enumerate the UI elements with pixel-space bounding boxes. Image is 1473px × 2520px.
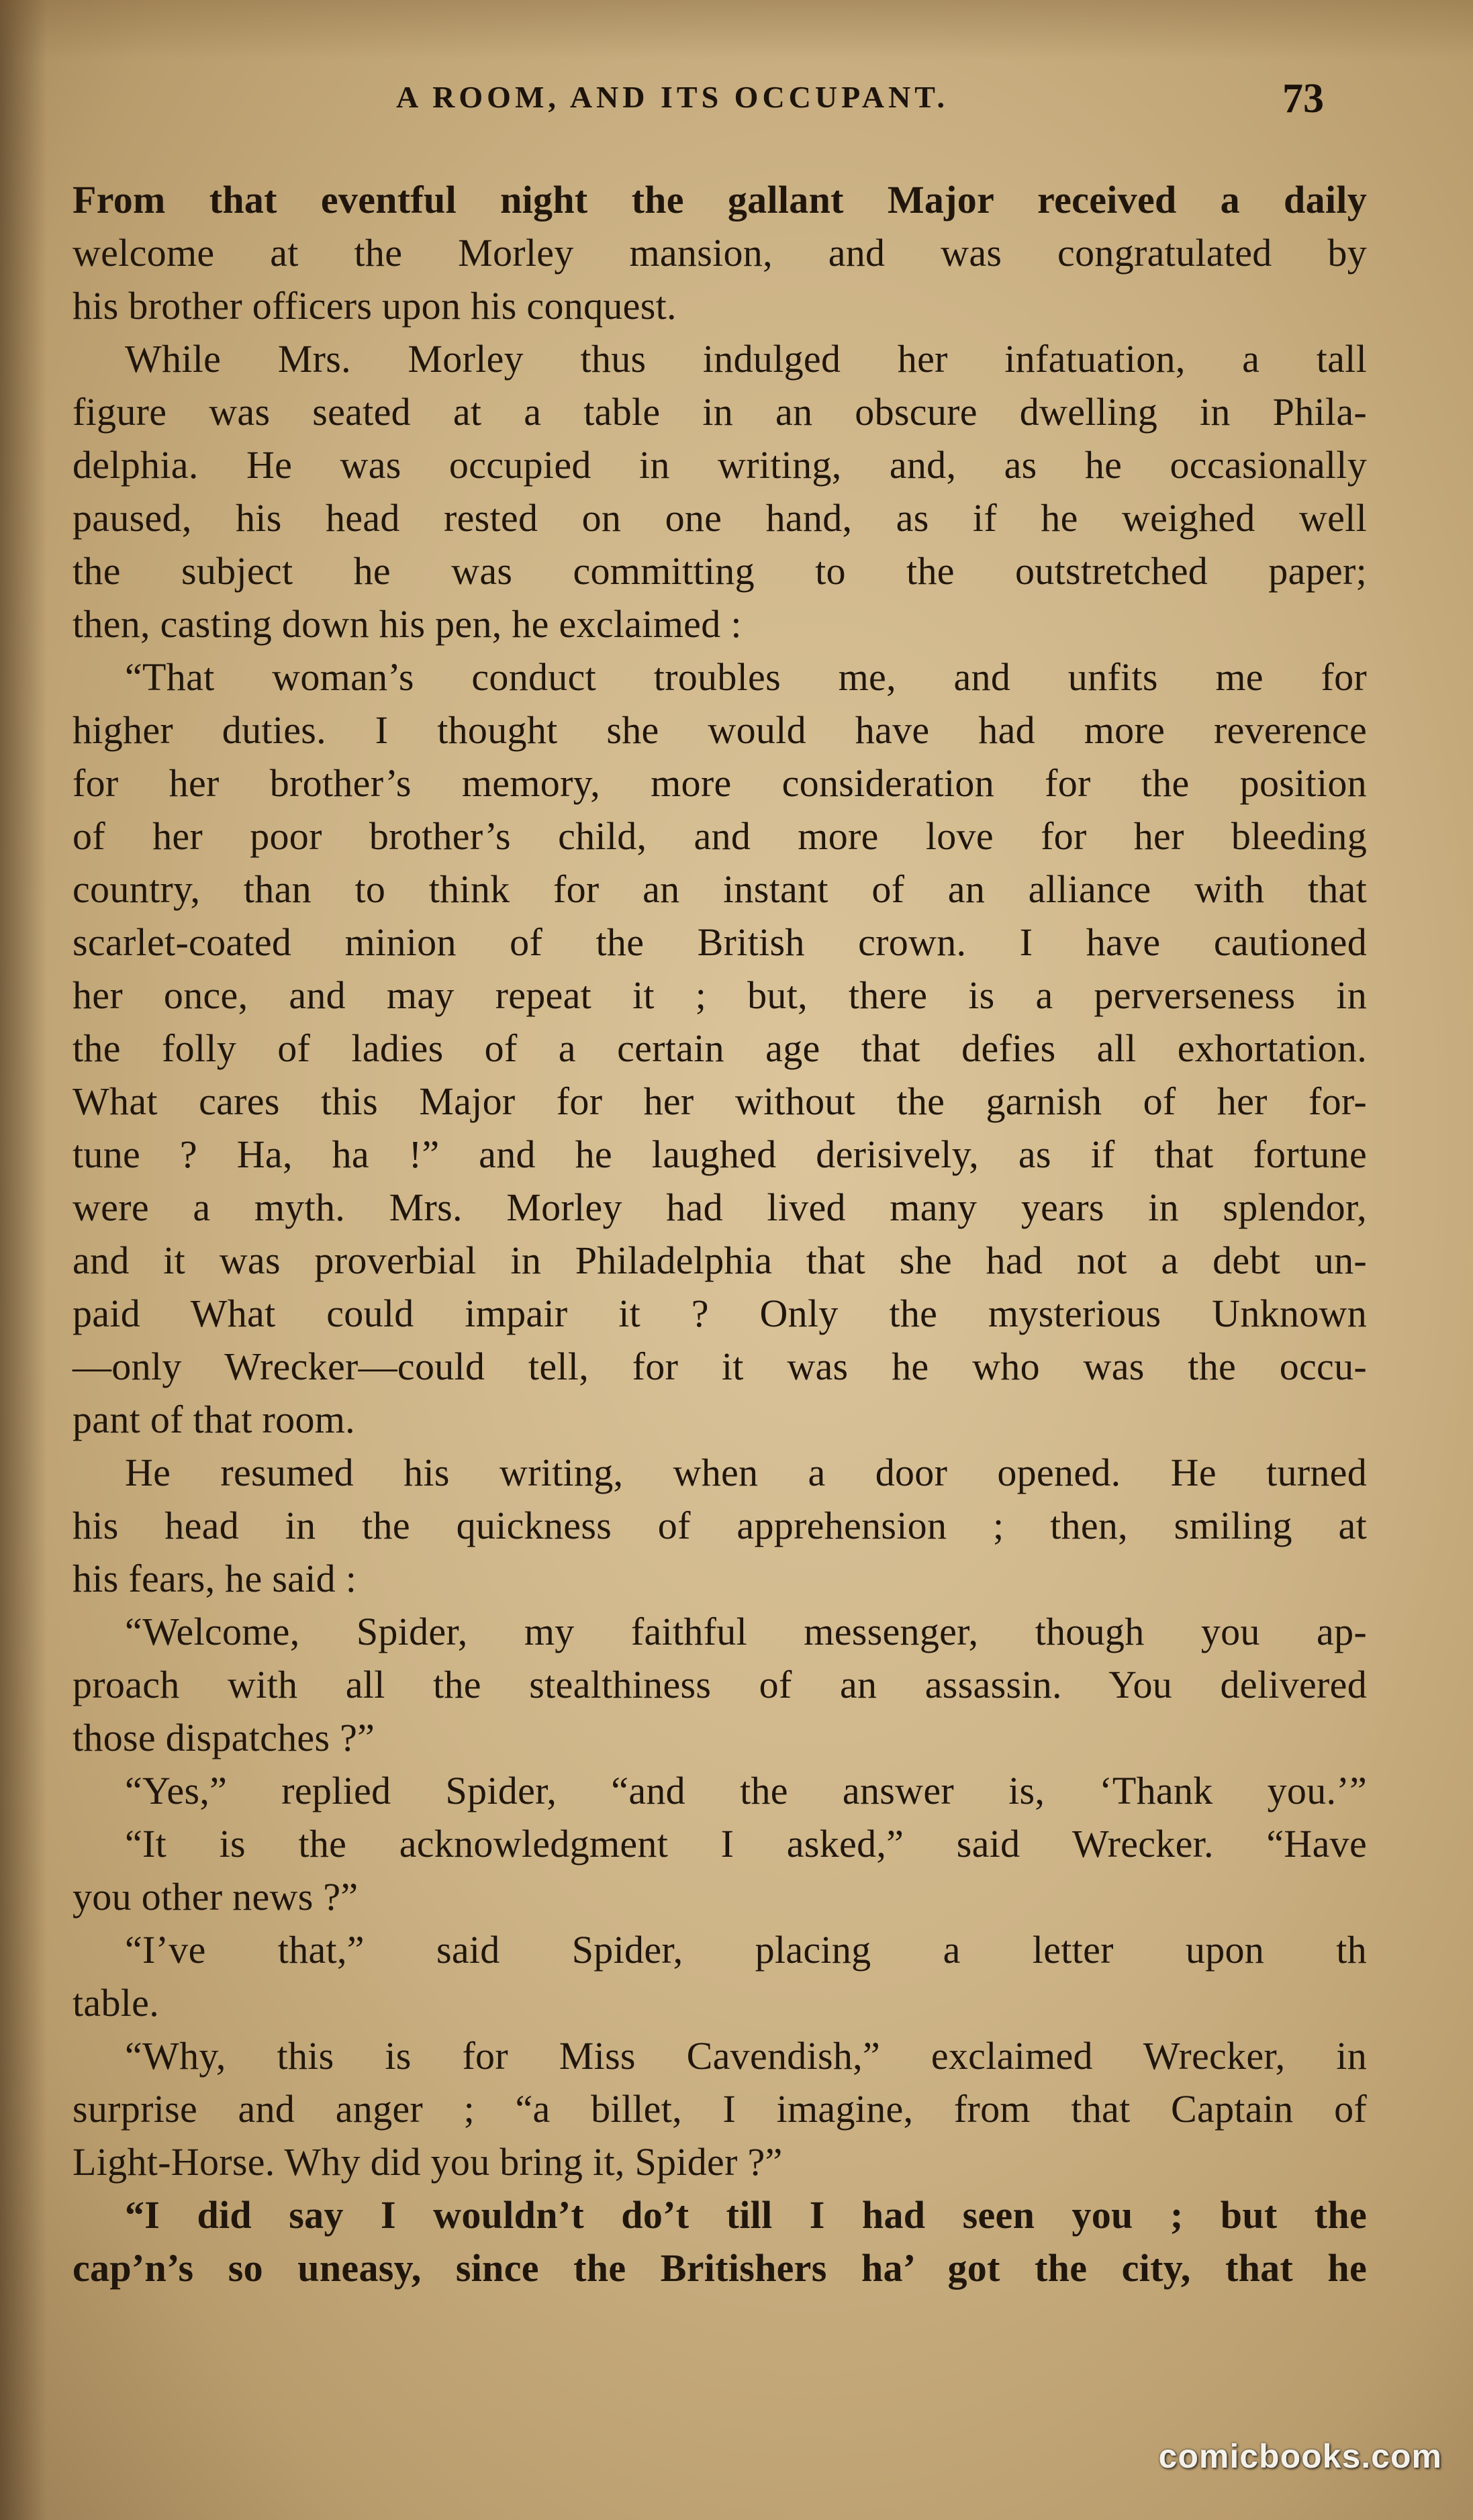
text-line: table. bbox=[73, 1981, 160, 2025]
text-line: —only Wrecker—could tell, for it was he who was the occu- bbox=[73, 1345, 1367, 1388]
text-line: country, than to think for an instant of an alliance with that bbox=[73, 867, 1367, 911]
text-line: and it was proverbial in Philadelphia that she had not a debt un- bbox=[73, 1239, 1367, 1282]
text-line: his brother officers upon his conquest. bbox=[73, 284, 677, 328]
text-line: “Welcome, Spider, my faithful messenger, though you ap- bbox=[125, 1610, 1367, 1653]
text-line: “It is the acknowledgment I asked,” said Wrecker. “Have bbox=[125, 1822, 1367, 1865]
text-line: welcome at the Morley mansion, and was congratulated by bbox=[73, 231, 1367, 275]
text-line: From that eventful night the gallant Major received a daily bbox=[73, 178, 1367, 222]
text-line: the subject he was committing to the outstretched paper; bbox=[73, 549, 1367, 593]
text-line: his fears, he said : bbox=[73, 1557, 357, 1600]
text-line: higher duties. I thought she would have had more reverence bbox=[73, 708, 1367, 752]
text-line: her once, and may repeat it ; but, there is a perverseness in bbox=[73, 973, 1367, 1017]
text-line: the folly of ladies of a certain age that defies all exhortation. bbox=[73, 1026, 1367, 1070]
text-line: then, casting down his pen, he exclaimed : bbox=[73, 602, 742, 646]
body-text bbox=[73, 173, 1367, 2294]
text-line: those dispatches ?” bbox=[73, 1716, 375, 1759]
running-head bbox=[0, 76, 1473, 140]
text-line: delphia. He was occupied in writing, and, as he occasionally bbox=[73, 443, 1367, 487]
text-line: pant of that room. bbox=[73, 1398, 355, 1441]
text-line: surprise and anger ; “a billet, I imagine, from that Captain of bbox=[73, 2087, 1367, 2131]
text-line: What cares this Major for her without the garnish of her for- bbox=[73, 1079, 1367, 1123]
text-line: figure was seated at a table in an obscure dwelling in Phila- bbox=[73, 390, 1367, 434]
text-line: While Mrs. Morley thus indulged her infatuation, a tall bbox=[125, 337, 1367, 381]
text-line: were a myth. Mrs. Morley had lived many years in splendor, bbox=[73, 1185, 1367, 1229]
text-line: of her poor brother’s child, and more love for her bleeding bbox=[73, 814, 1367, 858]
page-number: 73 bbox=[1282, 76, 1324, 122]
text-line: Light-Horse. Why did you bring it, Spider ?” bbox=[73, 2140, 783, 2184]
text-line: scarlet-coated minion of the British crown. I have cautioned bbox=[73, 920, 1367, 964]
text-line: “Why, this is for Miss Cavendish,” exclaimed Wrecker, in bbox=[125, 2034, 1367, 2078]
watermark: comicbooks.com bbox=[1158, 2437, 1442, 2475]
text-line: cap’n’s so uneasy, since the Britishers ha’ got the city, that he bbox=[73, 2246, 1367, 2290]
text-line: you other news ?” bbox=[73, 1875, 359, 1919]
text-line: his head in the quickness of apprehension ; then, smiling at bbox=[73, 1504, 1367, 1547]
text-line: paid What could impair it ? Only the mysterious Unknown bbox=[73, 1292, 1367, 1335]
text-line: tune ? Ha, ha !” and he laughed derisively, as if that fortune bbox=[73, 1132, 1367, 1176]
text-line: He resumed his writing, when a door opened. He turned bbox=[125, 1451, 1367, 1494]
text-line: “That woman’s conduct troubles me, and unfits me for bbox=[125, 655, 1367, 699]
text-line: proach with all the stealthiness of an assassin. You delivered bbox=[73, 1663, 1367, 1706]
text-line: “I’ve that,” said Spider, placing a letter upon th bbox=[125, 1928, 1367, 1972]
text-line: “I did say I wouldn’t do’t till I had seen you ; but the bbox=[125, 2193, 1367, 2237]
text-line: paused, his head rested on one hand, as if he weighed well bbox=[73, 496, 1367, 540]
text-line: for her brother’s memory, more consideration for the position bbox=[73, 761, 1367, 805]
running-head-title: A ROOM, AND ITS OCCUPANT. bbox=[396, 80, 949, 114]
text-line: “Yes,” replied Spider, “and the answer is, ‘Thank you.’” bbox=[125, 1769, 1367, 1812]
